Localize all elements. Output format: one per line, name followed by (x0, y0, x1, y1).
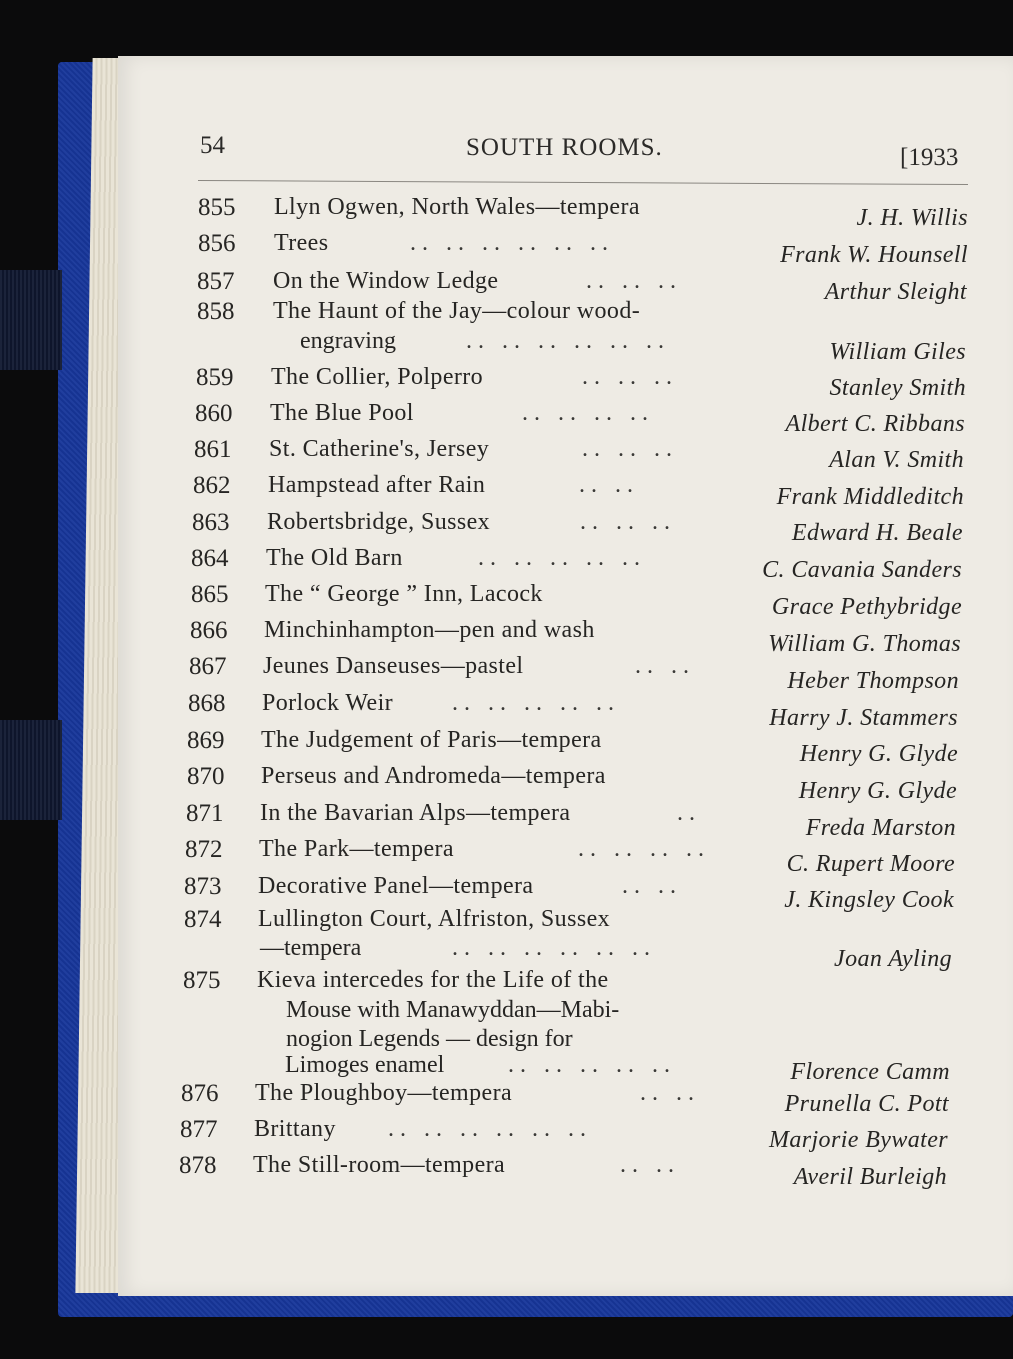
artwork-title-continued: nogion Legends — design for (286, 1026, 573, 1052)
catalogue-number: 865 (191, 581, 229, 608)
catalogue-number: 857 (197, 268, 235, 295)
artwork-title: On the Window Ledge (273, 268, 499, 294)
artist-name: Albert C. Ribbans (785, 411, 965, 437)
leader-dots: .. .. .. (582, 436, 678, 462)
artist-name: Joan Ayling (834, 946, 952, 972)
artwork-title-continued: Limoges enamel (285, 1052, 445, 1078)
artist-name: Stanley Smith (829, 375, 966, 401)
leader-dots: .. .. .. (582, 364, 678, 390)
artist-name: Edward H. Beale (791, 520, 963, 546)
catalogue-number: 875 (183, 967, 221, 994)
catalogue-number: 860 (195, 400, 233, 427)
leader-dots: .. .. .. .. .. .. (452, 935, 656, 961)
artist-name: Marjorie Bywater (768, 1127, 948, 1153)
artwork-title: The Ploughboy—tempera (255, 1080, 513, 1106)
artist-name: Frank W. Hounsell (780, 242, 968, 268)
artwork-title: Robertsbridge, Sussex (267, 509, 491, 535)
artist-name: William Giles (829, 339, 966, 365)
artwork-title: Porlock Weir (262, 690, 394, 716)
artist-name: Prunella C. Pott (784, 1091, 949, 1117)
leader-dots: .. (677, 800, 701, 826)
catalogue-number: 861 (194, 436, 232, 463)
artist-name: Freda Marston (805, 815, 956, 841)
catalogue-number: 872 (185, 836, 223, 863)
artwork-title: The Blue Pool (270, 400, 414, 426)
page-number: 54 (200, 132, 225, 159)
leader-dots: .. .. .. .. .. .. (388, 1116, 592, 1142)
catalogue-number: 866 (190, 617, 228, 644)
artwork-title-continued: engraving (300, 328, 396, 354)
leader-dots: .. .. .. .. .. .. (410, 230, 614, 256)
artwork-title: Kieva intercedes for the Life of the (257, 967, 609, 993)
catalogue-number: 876 (181, 1080, 219, 1107)
catalogue-number: 863 (192, 509, 230, 536)
catalogue-number: 867 (189, 653, 227, 680)
catalogue-number: 869 (187, 727, 225, 754)
artwork-title: Decorative Panel—tempera (258, 873, 534, 899)
catalogue-number: 874 (184, 906, 222, 933)
artwork-title: The Collier, Polperro (271, 364, 484, 390)
leader-dots: .. .. (622, 873, 682, 899)
artist-name: J. Kingsley Cook (784, 887, 954, 913)
leader-dots: .. .. .. (580, 509, 676, 535)
leader-dots: .. .. .. .. .. (452, 690, 620, 716)
artwork-title: Hampstead after Rain (268, 472, 486, 498)
artist-name: Heber Thompson (787, 668, 959, 694)
leader-dots: .. .. .. .. .. (508, 1052, 676, 1078)
artwork-title: Jeunes Danseuses—pastel (263, 653, 524, 679)
artist-name: C. Cavania Sanders (762, 557, 962, 583)
artist-name: Grace Pethybridge (771, 594, 962, 620)
catalogue-number: 871 (186, 800, 224, 827)
leader-dots: .. .. .. .. .. (478, 545, 646, 571)
leader-dots: .. .. (579, 472, 639, 498)
artwork-title: Llyn Ogwen, North Wales—tempera (274, 194, 640, 220)
catalogue-number: 878 (179, 1152, 217, 1179)
catalogue-number: 859 (196, 364, 234, 391)
leader-dots: .. .. (635, 653, 695, 679)
artist-name: J. H. Willis (856, 205, 968, 231)
artwork-title: St. Catherine's, Jersey (269, 436, 490, 462)
artwork-title: The Still-room—tempera (253, 1152, 506, 1178)
catalogue-number: 862 (193, 472, 231, 499)
artwork-title: Minchinhampton—pen and wash (264, 617, 595, 643)
artist-name: Henry G. Glyde (798, 778, 957, 804)
artwork-title: The “ George ” Inn, Lacock (265, 581, 543, 607)
artwork-title: In the Bavarian Alps—tempera (260, 800, 571, 826)
artwork-title: Lullington Court, Alfriston, Sussex (258, 906, 611, 932)
catalogue-number: 868 (188, 690, 226, 717)
section-title: SOUTH ROOMS. (466, 134, 663, 161)
leader-dots: .. .. .. .. (522, 400, 654, 426)
leader-dots: .. .. .. (586, 268, 682, 294)
artwork-title: Trees (274, 230, 329, 256)
catalogue-number: 877 (180, 1116, 218, 1143)
artwork-title: Brittany (254, 1116, 336, 1142)
year-marker: [1933 (900, 144, 959, 171)
artist-name: Arthur Sleight (824, 279, 967, 305)
leader-dots: .. .. .. .. (578, 836, 710, 862)
artist-name: Averil Burleigh (793, 1164, 947, 1190)
leader-dots: .. .. (620, 1152, 680, 1178)
catalogue-number: 856 (198, 230, 236, 257)
artwork-title: The Old Barn (266, 545, 403, 571)
artist-name: William G. Thomas (768, 631, 961, 657)
catalogue-number: 864 (191, 545, 229, 572)
artist-name: Florence Camm (790, 1059, 950, 1085)
artwork-title-continued: —tempera (260, 935, 362, 961)
artwork-title: Perseus and Andromeda—tempera (261, 763, 606, 789)
artist-name: Frank Middleditch (776, 484, 964, 510)
artwork-title: The Park—tempera (259, 836, 454, 862)
catalogue-number: 858 (197, 298, 235, 325)
artist-name: C. Rupert Moore (786, 851, 955, 877)
catalogue-number: 870 (187, 763, 225, 790)
leader-dots: .. .. (640, 1080, 700, 1106)
artwork-title: The Haunt of the Jay—colour wood- (273, 298, 641, 324)
artist-name: Henry G. Glyde (799, 741, 958, 767)
catalogue-number: 855 (198, 194, 236, 221)
leader-dots: .. .. .. .. .. .. (466, 328, 670, 354)
artwork-title: The Judgement of Paris—tempera (261, 727, 602, 753)
artwork-title-continued: Mouse with Manawyddan—Mabi- (286, 997, 620, 1023)
catalogue-number: 873 (184, 873, 222, 900)
artist-name: Alan V. Smith (829, 447, 964, 473)
artist-name: Harry J. Stammers (769, 705, 958, 731)
